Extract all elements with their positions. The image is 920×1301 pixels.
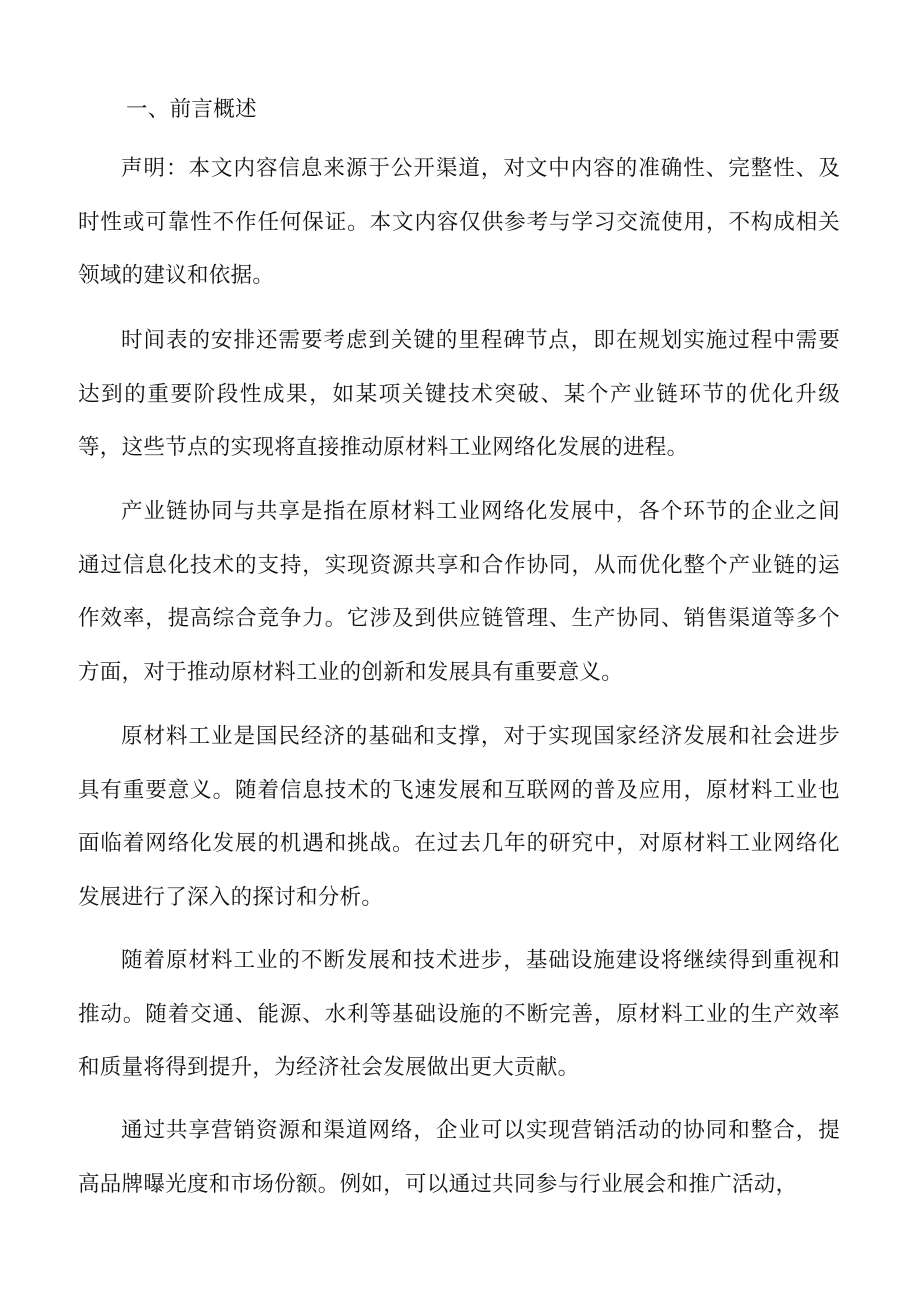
section-heading: 一、前言概述 [126, 97, 257, 122]
body-paragraph: 随着原材料工业的不断发展和技术进步，基础设施建设将继续得到重视和推动。随着交通、能源、水利等基础设施的不断完善，原材料工业的生产效率和质量将得到提升，为经济社会发展做出更大贡献。 [78, 948, 840, 1080]
body-paragraph: 原材料工业是国民经济的基础和支撑，对于实现国家经济发展和社会进步具有重要意义。随着信息技术的飞速发展和互联网的普及应用，原材料工业也面临着网络化发展的机遇和挑战。在过去几年的研究中，对原材料工业网络化发展进行了深入的探讨和分析。 [78, 724, 840, 910]
body-paragraph: 通过共享营销资源和渠道网络，企业可以实现营销活动的协同和整合，提高品牌曝光度和市场份额。例如，可以通过共同参与行业展会和推广活动， [78, 1118, 840, 1197]
disclaimer-paragraph: 声明：本文内容信息来源于公开渠道，对文中内容的准确性、完整性、及时性或可靠性不作任何保证。本文内容仅供参考与学习交流使用，不构成相关领域的建议和依据。 [78, 156, 840, 288]
body-paragraph: 产业链协同与共享是指在原材料工业网络化发展中，各个环节的企业之间通过信息化技术的支持，实现资源共享和合作协同，从而优化整个产业链的运作效率，提高综合竞争力。它涉及到供应链管理、生产协同、销售渠道等多个方面，对于推动原材料工业的创新和发展具有重要意义。 [78, 499, 840, 685]
body-paragraph: 时间表的安排还需要考虑到关键的里程碑节点，即在规划实施过程中需要达到的重要阶段性成果，如某项关键技术突破、某个产业链环节的优化升级等，这些节点的实现将直接推动原材料工业网络化发展的进程。 [78, 328, 840, 460]
